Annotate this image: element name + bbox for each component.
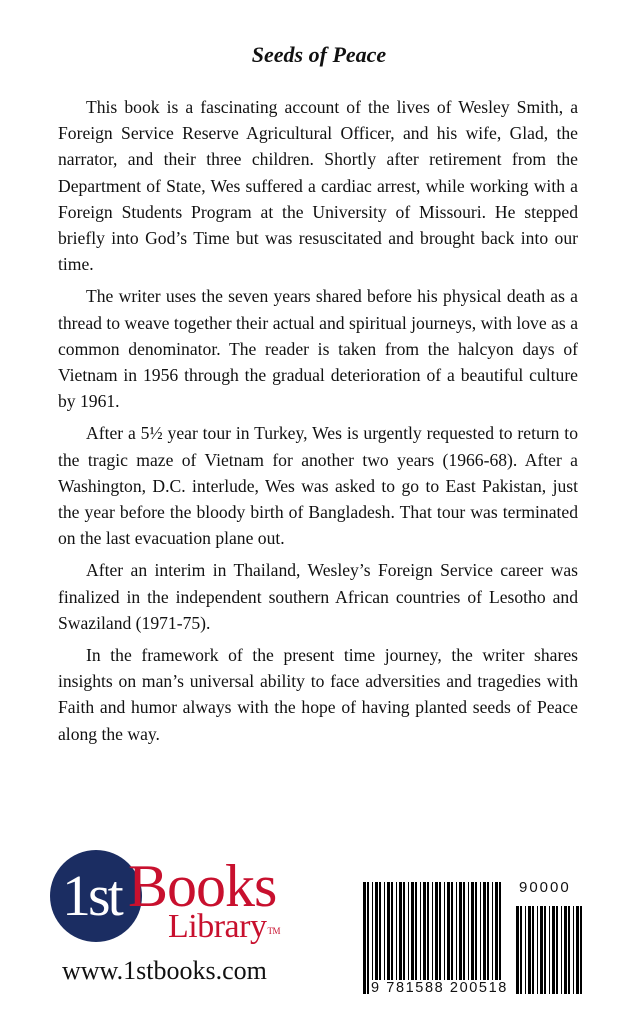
barcode-bar — [483, 882, 486, 994]
back-cover-blurb — [58, 94, 578, 753]
barcode-bar — [399, 882, 402, 994]
barcode-bar — [480, 882, 481, 994]
addon-barcode-bars — [514, 906, 586, 994]
barcode-bar — [540, 906, 543, 994]
barcode-bar — [363, 882, 366, 994]
barcode-bar — [544, 906, 546, 994]
barcode-bar — [532, 906, 534, 994]
addon-digits: 90000 — [519, 879, 571, 896]
barcode-bar — [384, 882, 385, 994]
barcode-bar — [451, 882, 453, 994]
barcode-bar — [495, 882, 498, 994]
barcode-bar — [427, 882, 429, 994]
barcode-bar — [459, 882, 462, 994]
barcode-bar — [456, 882, 457, 994]
barcode-bar — [396, 882, 397, 994]
isbn-digits: 9 781588 200518 — [371, 980, 508, 996]
barcode-bar — [403, 882, 405, 994]
logo-library-text — [168, 908, 280, 946]
barcode-bar — [475, 882, 477, 994]
barcode-bar — [411, 882, 414, 994]
logo-library-word: Library — [168, 908, 267, 945]
logo-number: 1st — [62, 863, 121, 928]
barcode-bar — [492, 882, 493, 994]
logo-books-text: Books — [128, 853, 277, 919]
blurb-paragraph: The writer uses the seven years shared before his physical death as a thread to weave together their actual and spiritual journeys, with love as a common denominator. The reader is taken from the halcyon days of Vietnam in 1956 through the gradual deterioration of a beautiful culture by 1961. — [58, 286, 578, 412]
barcode-bar — [552, 906, 555, 994]
barcode-bar — [564, 906, 567, 994]
book-title: Seeds of Peace — [251, 42, 387, 67]
barcode-bar — [471, 882, 474, 994]
barcode-bar — [576, 906, 579, 994]
publisher-logo — [50, 850, 310, 960]
barcode-bar — [487, 882, 489, 994]
barcode-bar — [367, 882, 369, 994]
barcode-bar — [463, 882, 465, 994]
blurb-paragraph: After a 5½ year tour in Turkey, Wes is urgently requested to return to the tragic maze of Vietnam for another two years (1966-68). After a Washington, D.C. interlude, Wes was asked to go to East Pakistan, just the year before the bloody birth of Bangladesh. That tour was terminated on the last evacuation plane out. — [58, 423, 578, 549]
barcode-bar — [447, 882, 450, 994]
trademark-mark: TM — [267, 926, 280, 936]
barcode-bar — [516, 906, 519, 994]
barcode-bar — [444, 882, 445, 994]
barcode-bar — [420, 882, 421, 994]
barcode-bar — [391, 882, 393, 994]
barcode-bar — [408, 882, 409, 994]
blurb-paragraph: This book is a fascinating account of the lives of Wesley Smith, a Foreign Service Reserve Agricultural Officer, and his wife, Glad, the narrator, and their three children. Shortly after retirement from the Department of State, Wes suffered a cardiac arrest, while working with a Foreign Students Program at the University of Missouri. He stepped briefly into God’s Time but was resuscitated and brought back into our time. — [58, 97, 578, 275]
barcode-bar — [387, 882, 390, 994]
barcode-bar — [372, 882, 373, 994]
barcode-bar — [435, 882, 438, 994]
publisher-url: www.1stbooks.com — [62, 956, 267, 985]
barcode-bar — [549, 906, 550, 994]
barcode-bar — [568, 906, 570, 994]
barcode-bar — [432, 882, 433, 994]
barcode-bar — [573, 906, 574, 994]
barcode-bar — [528, 906, 531, 994]
blurb-paragraph: In the framework of the present time journey, the writer shares insights on man’s universal ability to face adversities and tragedies with Faith and humor always with the hope of having planted seeds of Peace along the way. — [58, 645, 578, 744]
barcode-bar — [415, 882, 417, 994]
barcode-bar — [379, 882, 381, 994]
barcode-bar — [499, 882, 501, 994]
barcode-bar — [537, 906, 538, 994]
isbn-barcode — [361, 880, 586, 995]
barcode-bar — [468, 882, 469, 994]
barcode-bar — [561, 906, 562, 994]
barcode-bar — [423, 882, 426, 994]
barcode-bar — [375, 882, 378, 994]
barcode-bar — [525, 906, 526, 994]
main-barcode-bars — [361, 882, 503, 994]
barcode-bar — [580, 906, 582, 994]
barcode-bar — [556, 906, 558, 994]
barcode-bar — [439, 882, 441, 994]
barcode-bar — [520, 906, 522, 994]
blurb-paragraph: After an interim in Thailand, Wesley’s Foreign Service career was finalized in the independent southern African countries of Lesotho and Swaziland (1971-75). — [58, 560, 578, 633]
